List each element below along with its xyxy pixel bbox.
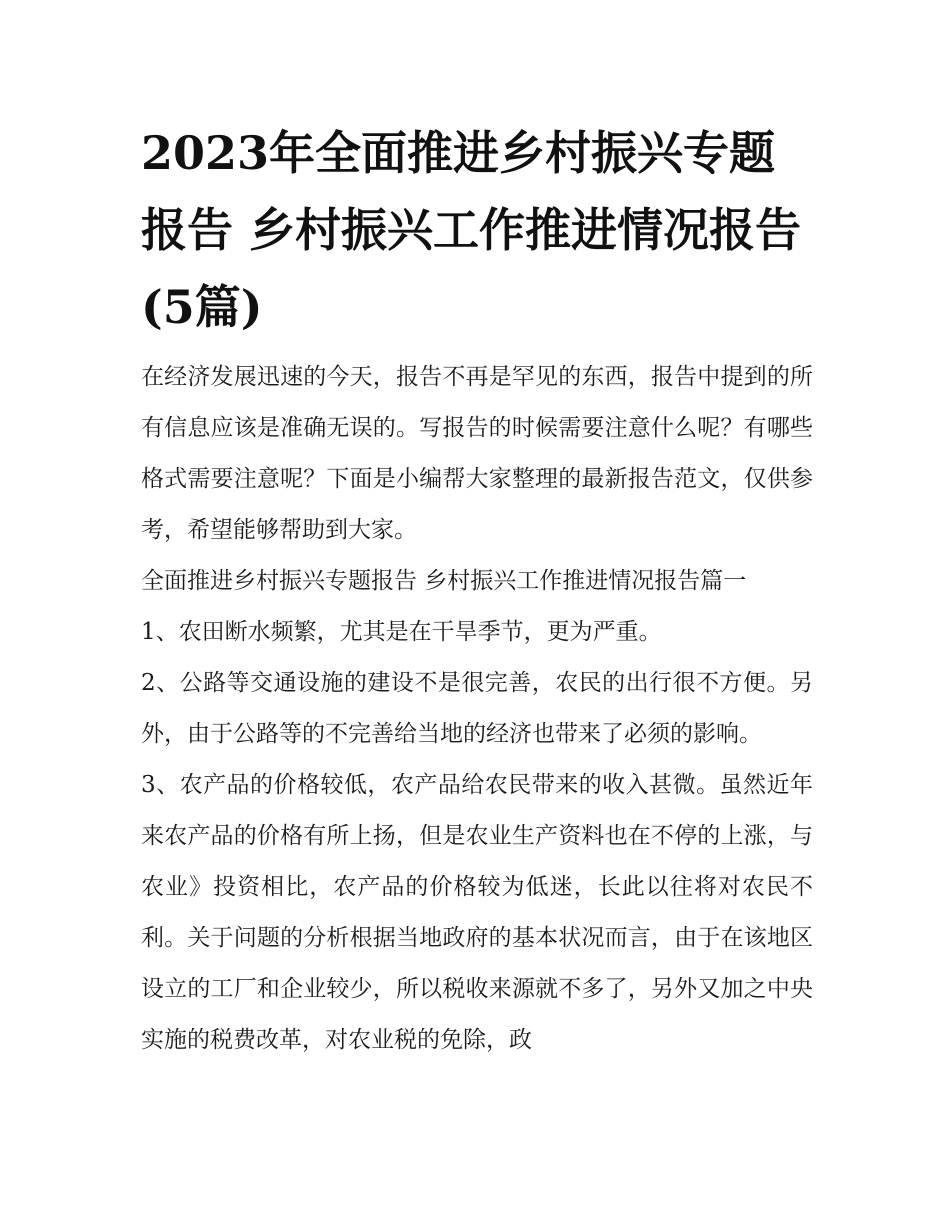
list-item-1: 1、农田断水频繁，尤其是在干旱季节，更为严重。 [141,619,662,645]
document-body [141,115,813,1066]
document-title: 2023年全面推进乡村振兴专题报告 乡村振兴工作推进情况报告(5篇) [141,126,802,334]
section-heading: 全面推进乡村振兴专题报告 乡村振兴工作推进情况报告篇一 [141,568,747,594]
intro-paragraph: 在经济发展迅速的今天，报告不再是罕见的东西，报告中提到的所有信息应该是准确无误的。写报告的时候需要注意什么呢？有哪些格式需要注意呢？下面是小编帮大家整理的最新报告范文，仅供参考，希望能够帮助到大家。 [141,364,813,543]
list-item-3: 3、农产品的价格较低，农产品给农民带来的收入甚微。虽然近年来农产品的价格有所上扬，但是农业生产资料也在不停的上涨，与农业》投资相比，农产品的价格较为低迷，长此以往将对农民不利。关于问题的分析根据当地政府的基本状况而言，由于在该地区设立的工厂和企业较少，所以税收来源就不多了，另外又加之中央实施的税费改革，对农业税的免除，政 [141,772,813,1053]
list-item-2: 2、公路等交通设施的建设不是很完善，农民的出行很不方便。另外，由于公路等的不完善给当地的经济也带来了必须的影响。 [141,670,813,747]
